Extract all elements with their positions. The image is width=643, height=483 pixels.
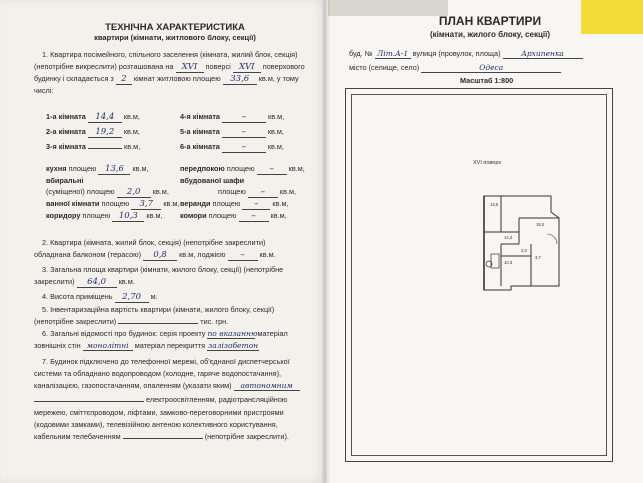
series-value: по вказанню: [207, 329, 258, 338]
p7-line2: системи та обладнано водопроводом (холодне, гаряче водопостачання),: [34, 369, 282, 378]
room-3: 3-я кімната кв.м,: [46, 142, 141, 151]
room-5: 5-а кімната – кв.м,: [180, 127, 284, 137]
left-subtitle: квартири (кімнати, житлового блоку, секції): [94, 33, 256, 42]
p6-line2: зовнішніх стін монолітні матеріал перекриття залізобетон: [34, 341, 259, 350]
p1-line1: 1. Квартира посімейного, спільного заселення (кімната, жилий блок, секція): [42, 50, 298, 59]
plan-subtitle: (кімнати, жилого блоку, секції): [429, 30, 551, 39]
apartment-outline: [484, 196, 559, 290]
room-4: 4-я кімната – кв.м,: [180, 112, 285, 122]
wc-row: (суміщеної) площею 2,0 кв.м,: [46, 187, 169, 197]
heating-value: автономним: [234, 381, 300, 391]
rooms-count-value: 2: [116, 75, 132, 85]
floors-material-value: залізобетон: [208, 341, 259, 350]
p1-line2: (непотрібне викреслити) розташована на XVI поверсі XVI поверхового: [34, 62, 305, 72]
corridor-row: коридору площею 10,3 кв.м,: [46, 211, 163, 221]
p6-line1: 6. Загальні відомості про будинок: серія проекту по вказанню матеріал: [42, 329, 288, 338]
p7-line4: електроосвітленням, радіотрансляційною: [34, 395, 287, 404]
hall-row: передпокою площею – кв.м,: [180, 164, 305, 174]
page-fold: [322, 0, 330, 483]
interior-walls: [484, 196, 559, 286]
balcony-value: 0,8: [143, 251, 177, 261]
left-title: ТЕХНІЧНА ХАРАКТЕРИСТИКА: [105, 22, 245, 33]
stair-block: [491, 254, 499, 268]
loggia-value: –: [228, 251, 258, 261]
yellow-paper-corner: [581, 0, 643, 34]
total-area-value: 64,0: [77, 278, 117, 288]
building-row: буд. № Літ.А-1 вулиця (провулок, площа) Архипенка: [349, 49, 583, 59]
room-label-2: 19,2: [536, 222, 545, 227]
room-label-1: 13,6: [490, 202, 499, 207]
p5-line2: (непотрібне закреслити) тис. грн.: [34, 317, 229, 326]
p1-line4: числі:: [34, 86, 54, 95]
floor-plan-drawing: [351, 94, 605, 454]
veranda-row: веранди площею – кв.м,: [180, 199, 289, 209]
p7-line6: (кодовими замками), телевізійною антеною колективного користування,: [34, 420, 278, 429]
p3-line1: 3. Загальна площа квартири (кімнати, жилого блоку, секції) (непотрібне: [42, 265, 284, 274]
city-value: Одеса: [421, 63, 561, 73]
room-label-5: 2,0: [521, 248, 527, 253]
kitchen-row: кухня площею 13,6 кв.м,: [46, 164, 149, 174]
street-value: Архипенка: [503, 49, 583, 59]
walls-value: монолітні: [83, 341, 133, 351]
building-value: Літ.А-1: [375, 49, 411, 59]
scale-label: Масштаб 1:800: [460, 76, 514, 85]
room-label-3: 14,4: [504, 235, 513, 240]
height-value: 2,70: [115, 293, 149, 303]
room-label-4: 10,3: [504, 260, 513, 265]
wc-label: вбиральні: [46, 176, 84, 185]
p7-line3: каналізацією, газопостачанням, опаленням (указати яким) автономним: [34, 381, 300, 391]
wardrobe-row: площею – кв.м,: [218, 187, 297, 197]
floor-value: XVI: [176, 63, 204, 73]
storage-row: комори площею – кв.м,: [180, 211, 287, 221]
plan-title: ПЛАН КВАРТИРИ: [438, 14, 542, 28]
room-1: 1-а кімната 14,4 кв.м,: [46, 112, 140, 122]
p3-line2: закреслити) 64,0 кв.м.: [34, 277, 135, 287]
room-6: 6-а кімната – кв.м,: [180, 142, 284, 152]
p4-line: 4. Висота приміщень 2,70 м.: [42, 292, 158, 302]
bath-row: ванної кімнати площею 3,7 кв.м,: [46, 199, 180, 209]
living-area-value: 33,6: [223, 75, 257, 85]
p2-line2: обладнана балконом (терасою) 0,8 кв.м, лоджією – кв.м.: [34, 250, 276, 260]
p1-line3: будинку і складається з 2 кімнат житловою площею 33,6 кв.м, у тому: [34, 74, 299, 84]
p5-line1: 5. Інвентаризаційна вартість квартири (кімнати, жилого блоку, секції): [42, 305, 275, 314]
p7-line5: мережею, сміттєпроводом, ліфтами, замково-переговорними пристроями: [34, 408, 284, 417]
room-2: 2-а кімната 19,2 кв.м,: [46, 127, 140, 137]
city-row: місто (селище, село) Одеса: [349, 63, 561, 73]
p2-line1: 2. Квартира (кімната, жилий блок, секція) (непотрібне закреслити): [42, 238, 266, 247]
floors-total-value: XVI: [233, 63, 261, 73]
wardrobe-label: вбудованої шафи: [180, 176, 245, 185]
p7-line1: 7. Будинок підключено до телефонної мережі, об'єднаної диспетчерської: [42, 357, 290, 366]
p7-line7: кабельним телебаченням (непотрібне закреслити).: [34, 432, 289, 441]
door-swing: [547, 234, 557, 244]
room-label-6: 3,7: [535, 255, 541, 260]
floor-label: XVI поверх: [473, 160, 502, 166]
